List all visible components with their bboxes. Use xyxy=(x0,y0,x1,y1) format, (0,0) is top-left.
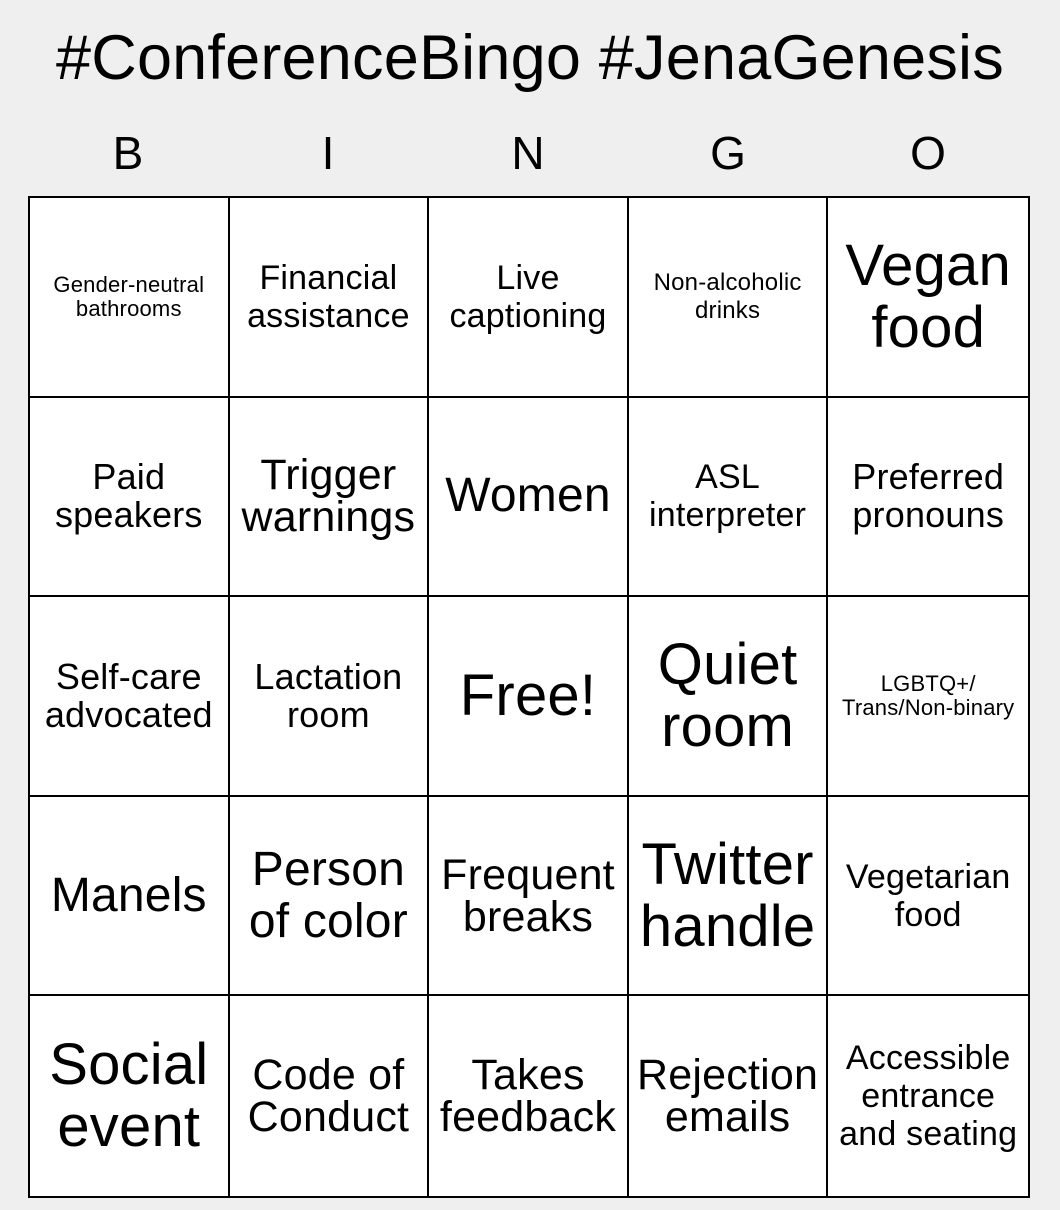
bingo-cell-r4c4[interactable] xyxy=(629,797,829,997)
bingo-cell-r2c2[interactable] xyxy=(230,398,430,598)
bingo-cell-r3c1[interactable] xyxy=(30,597,230,797)
cell-label: Women xyxy=(445,469,611,523)
cell-label: Paid speakers xyxy=(54,456,203,536)
bingo-cell-r5c2[interactable] xyxy=(230,996,430,1196)
cell-label: Self-care advocated xyxy=(44,655,213,735)
bingo-cell-r1c4[interactable] xyxy=(629,198,829,398)
bingo-cell-r1c1[interactable] xyxy=(30,198,230,398)
bingo-board xyxy=(28,196,1030,1198)
bingo-cell-r2c5[interactable] xyxy=(828,398,1028,598)
cell-label: Gender-neutral bathrooms xyxy=(53,271,205,321)
bingo-cell-r5c5[interactable] xyxy=(828,996,1028,1196)
cell-label: Person of color xyxy=(248,842,408,948)
cell-label: Non-alcoholic drinks xyxy=(653,268,802,324)
cell-label: Vegetarian food xyxy=(845,857,1011,934)
cell-label: Trigger warnings xyxy=(241,451,416,542)
bingo-cell-r2c4[interactable] xyxy=(629,398,829,598)
bingo-cell-r5c4[interactable] xyxy=(629,996,829,1196)
bingo-cell-r4c5[interactable] xyxy=(828,797,1028,997)
cell-label: Live captioning xyxy=(449,258,607,335)
bingo-cell-r2c3[interactable] xyxy=(429,398,629,598)
bingo-cell-r1c3[interactable] xyxy=(429,198,629,398)
cell-label: Manels xyxy=(50,868,207,922)
bingo-cell-r4c2[interactable] xyxy=(230,797,430,997)
bingo-cell-r4c1[interactable] xyxy=(30,797,230,997)
cell-label: Frequent breaks xyxy=(441,850,615,941)
column-letter-i: I xyxy=(321,127,335,179)
cell-label: Free! xyxy=(459,662,597,728)
bingo-cell-r4c3[interactable] xyxy=(429,797,629,997)
bingo-cell-r3c5[interactable] xyxy=(828,597,1028,797)
cell-label: Financial assistance xyxy=(247,258,410,335)
cell-label: Vegan food xyxy=(845,232,1011,360)
bingo-cell-r3c4[interactable] xyxy=(629,597,829,797)
bingo-cell-r1c5[interactable] xyxy=(828,198,1028,398)
bingo-cell-r1c2[interactable] xyxy=(230,198,430,398)
cell-label: Code of Conduct xyxy=(247,1051,410,1142)
bingo-cell-r5c1[interactable] xyxy=(30,996,230,1196)
bingo-cell-r3c3[interactable] xyxy=(429,597,629,797)
cell-label: Preferred pronouns xyxy=(852,456,1005,536)
cell-label: Social event xyxy=(49,1032,209,1160)
cell-label: Quiet room xyxy=(657,631,798,759)
cell-label: Takes feedback xyxy=(439,1051,617,1142)
bingo-cell-r5c3[interactable] xyxy=(429,996,629,1196)
page-title: #ConferenceBingo #JenaGenesis xyxy=(56,23,1004,93)
cell-label: Lactation room xyxy=(254,655,403,735)
column-letter-n: N xyxy=(511,127,545,179)
bingo-cell-r2c1[interactable] xyxy=(30,398,230,598)
cell-label: ASL interpreter xyxy=(649,458,807,535)
cell-label: Accessible entrance and seating xyxy=(839,1039,1018,1154)
cell-label: Twitter handle xyxy=(639,831,816,959)
bingo-cell-r3c2[interactable] xyxy=(230,597,430,797)
column-letter-o: O xyxy=(910,127,946,179)
cell-label: LGBTQ+/ Trans/Non-binary xyxy=(842,670,1015,720)
bingo-header xyxy=(28,124,1030,184)
cell-label: Rejection emails xyxy=(637,1051,819,1142)
column-letter-g: G xyxy=(710,127,746,179)
column-letter-b: B xyxy=(112,127,144,179)
